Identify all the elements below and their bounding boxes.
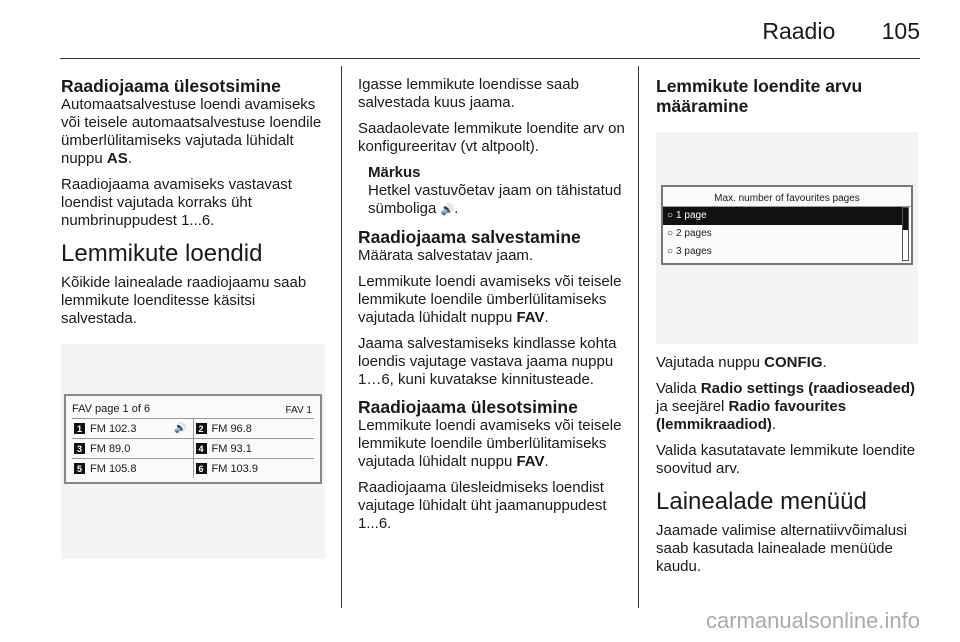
section-title: Raadio — [762, 18, 836, 44]
paragraph: Valida kasutatavate lemmikute loendite soovitud arv. — [656, 442, 916, 477]
paragraph: Raadiojaama avamiseks vastavast loendist vajutada korraks üht numbrinuppudest 1...6. — [61, 176, 292, 229]
heading-favourites: Lemmikute loendid — [61, 240, 263, 267]
paragraph: Valida Radio settings (raadioseaded) ja seejärel Radio favourites (lemmikraadiod). — [656, 380, 915, 433]
paragraph: Saadaolevate lemmikute loendite arv on konfigureeritav (vt altpoolt). — [358, 120, 625, 155]
column-2 — [358, 76, 626, 541]
radio-icon: ○ — [667, 246, 674, 257]
fav-screenshot — [61, 344, 325, 559]
paragraph: Jaama salvestamiseks kindlasse kohta loendis vajutage vastava jaama nuppu 1…6, kuni kuvatakse kinnitusteade. — [358, 335, 617, 388]
preset-1: 1 FM 102.3 🔊 — [72, 419, 193, 438]
note-title: Märkus — [368, 164, 421, 181]
page-header — [762, 18, 920, 45]
column-1 — [61, 76, 327, 559]
scrollbar — [902, 207, 909, 261]
heading-number-of-lists: Lemmikute loendite arvu määramine — [656, 76, 863, 116]
paragraph: Kõikide lainealade raadiojaamu saab lemmikute loenditesse käsitsi salvestada. — [61, 274, 307, 327]
pages-title: Max. number of favourites pages — [663, 187, 911, 207]
preset-4: 4 FM 93.1 — [193, 439, 315, 458]
speaker-icon: 🔊 — [174, 422, 187, 434]
speaker-icon: 🔊 — [440, 204, 455, 216]
preset-2: 2 FM 96.8 — [193, 419, 315, 438]
page-number: 105 — [881, 18, 920, 44]
fav-page-title: FAV page 1 of 6 — [72, 403, 151, 415]
option-3-pages: ○ 3 pages — [663, 243, 902, 261]
preset-6: 6 FM 103.9 — [193, 459, 315, 478]
option-1-page: ○ 1 page — [663, 207, 902, 225]
heading-reactivate: Raadiojaama ülesotsimine — [358, 397, 578, 417]
heading-reactivate: Raadiojaama ülesotsimine — [61, 76, 281, 96]
radio-icon: ○ — [667, 228, 674, 239]
key-fav: FAV — [516, 309, 545, 326]
paragraph: Igasse lemmikute loendisse saab salvestada kuus jaama. — [358, 76, 579, 111]
paragraph: Määrata salvestatav jaam. — [358, 247, 534, 264]
heading-save: Raadiojaama salvestamine — [358, 227, 581, 247]
key-fav: FAV — [516, 453, 545, 470]
pages-screenshot — [656, 132, 918, 344]
paragraph: Raadiojaama ülesleidmiseks loendist vajutage lühidalt üht jaamanuppudest 1...6. — [358, 479, 607, 532]
radio-icon: ○ — [667, 210, 674, 221]
key-config: CONFIG — [764, 354, 823, 371]
column-divider — [638, 66, 639, 608]
watermark: carmanualsonline.info — [705, 608, 920, 633]
column-divider — [341, 66, 342, 608]
heading-band-menus: Lainealade menüüd — [656, 488, 867, 515]
paragraph: Jaamade valimise alternatiivvõimalusi saab kasutada lainealade menüüde kaudu. — [656, 522, 907, 575]
pages-display — [661, 185, 913, 265]
key-as: AS — [106, 150, 128, 167]
preset-grid — [72, 418, 314, 478]
preset-3: 3 FM 89.0 — [72, 439, 193, 458]
paragraph: Vajutada nuppu CONFIG. — [656, 354, 827, 371]
paragraph: Lemmikute loendi avamiseks või teisele lemmikute loendile ümberlülitamiseks vajutada lühidalt nuppu FAV. — [358, 273, 622, 326]
preset-5: 5 FM 105.8 — [72, 459, 193, 478]
option-2-pages: ○ 2 pages — [663, 225, 902, 243]
column-3 — [656, 76, 920, 584]
header-rule — [60, 58, 920, 59]
fav-tab: FAV 1 — [285, 405, 312, 416]
note-box: Märkus Hetkel vastuvõetav jaam on tähistatud sümboliga 🔊. — [358, 164, 626, 219]
fav-display — [64, 394, 322, 484]
paragraph: Automaatsalvestuse loendi avamiseks või teisele automaatsalvestuse loendile ümberlülitamiseks vajutada lühidalt nuppu AS. — [61, 96, 322, 167]
paragraph: Lemmikute loendi avamiseks või teisele lemmikute loendile ümberlülitamiseks vajutada lühidalt nuppu FAV. — [358, 417, 622, 470]
